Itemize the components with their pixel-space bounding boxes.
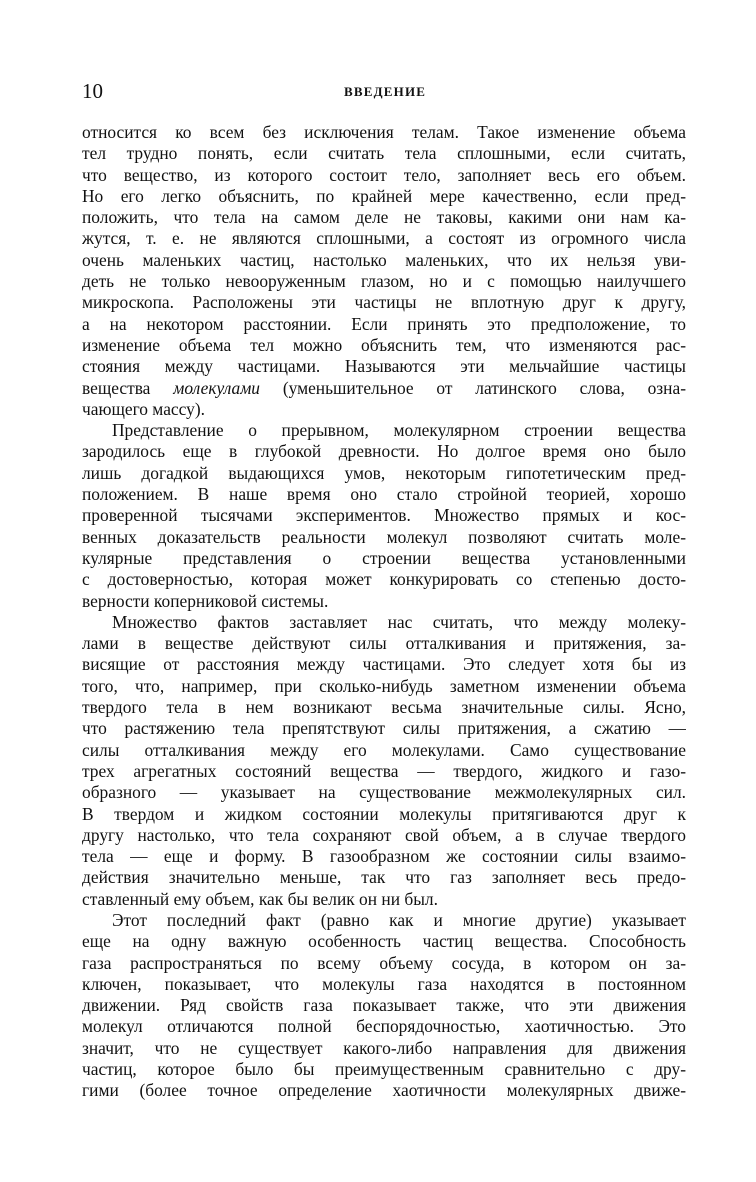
text-line: чающего массу). <box>82 398 205 419</box>
text-line: с достоверностью, которая может конкурировать со степенью досто- <box>82 569 686 590</box>
text-line: относится ко всем без исключения телам. Такое изменение объема <box>82 122 686 142</box>
text-line: молекул отличаются полной беспорядочностью, хаотичностью. Это <box>82 1016 686 1037</box>
text-line: частиц, которое было бы преимущественным сравнительно с дру- <box>82 1059 686 1080</box>
text-line: верности коперниковой системы. <box>82 590 329 611</box>
text-line: трех агрегатных состояний вещества — твердого, жидкого и газо- <box>82 760 686 781</box>
text-line: висящие от расстояния между частицами. Это следует хотя бы из <box>82 654 686 675</box>
text-line: ставленный ему объем, как бы велик он ни был. <box>82 888 438 909</box>
text-line: образного — указывает на существование межмолекулярных сил. <box>82 782 686 803</box>
text-line: тел трудно понять, если считать тела сплошными, если считать, <box>82 143 686 164</box>
text-line: другу настолько, что тела сохраняют свой объем, а в случае твердого <box>82 824 686 845</box>
text-line: что вещество, из которого состоит тело, заполняет весь его объем. <box>82 164 686 185</box>
paragraph-1 <box>82 122 686 420</box>
page-number: 10 <box>82 79 103 103</box>
text-line: Но его легко объяснить, по крайней мере качественно, если пред- <box>82 185 686 206</box>
page-header <box>82 78 686 106</box>
text-line: зародилось еще в глубокой древности. Но долгое время оно было <box>82 441 686 462</box>
text-line: микроскопа. Расположены эти частицы не вплотную друг к другу, <box>82 292 686 313</box>
line-prefix: вещества <box>82 377 174 398</box>
text-line: жутся, т. е. не являются сплошными, а состоят из огромного числа <box>82 228 686 249</box>
text-line: того, что, например, при сколько-нибудь заметном изменении объема <box>82 675 686 696</box>
text-line: что растяжению тела препятствуют силы притяжения, а сжатию — <box>82 718 686 739</box>
italic-term: молекулами <box>173 377 260 398</box>
paragraph-3 <box>82 612 686 910</box>
text-line: гими (более точное определение хаотичности молекулярных движе- <box>82 1080 686 1101</box>
text-line: лишь догадкой выдающихся умов, некоторым гипотетическим пред- <box>82 462 686 483</box>
text-line: значит, что не существует какого-либо направления для движения <box>82 1037 686 1058</box>
text-line: тела — еще и форму. В газообразном же состоянии силы взаимо- <box>82 846 686 867</box>
text-line: Множество фактов заставляет нас считать, что между молеку- <box>112 611 686 632</box>
text-line: венных доказательств реальности молекул позволяют считать моле- <box>82 526 686 547</box>
text-line: положением. В наше время оно стало стройной теорией, хорошо <box>82 484 686 505</box>
text-line: твердого тела в нем возникают весьма значительные силы. Ясно, <box>82 697 686 718</box>
text-line: деть не только невооруженным глазом, но и с помощью наилучшего <box>82 271 686 292</box>
text-line: положить, что тела на самом деле не таковы, какими они нам ка- <box>82 207 686 228</box>
running-head: ВВЕДЕНИЕ <box>344 84 427 99</box>
text-line: силы отталкивания между его молекулами. Само существование <box>82 739 686 760</box>
text-line: очень маленьких частиц, настолько маленьких, что их нельзя уви- <box>82 249 686 270</box>
text-line: а на некотором расстоянии. Если принять это предположение, то <box>82 313 686 334</box>
paragraph-2 <box>82 420 686 612</box>
text-line: газа распространяться по всему объему сосуда, в котором он за- <box>82 952 686 973</box>
text-line: В твердом и жидком состоянии молекулы притягиваются друг к <box>82 803 686 824</box>
text-line: лами в веществе действуют силы отталкивания и притяжения, за- <box>82 633 686 654</box>
text-line: действия значительно меньше, так что газ заполняет весь предо- <box>82 867 686 888</box>
text-line: Представление о прерывном, молекулярном строении вещества <box>112 420 686 441</box>
text-line: кулярные представления о строении вещества установленными <box>82 547 686 568</box>
paragraph-4 <box>82 910 686 1102</box>
text-line: движении. Ряд свойств газа показывает также, что эти движения <box>82 995 686 1016</box>
text-line: Этот последний факт (равно как и многие другие) указывает <box>112 909 686 930</box>
text-line: изменение объема тел можно объяснить тем, что изменяются рас- <box>82 334 686 355</box>
body-text <box>82 122 686 1102</box>
text-line: проверенной тысячами экспериментов. Множество прямых и кос- <box>82 505 686 526</box>
text-line: еще на одну важную особенность частиц вещества. Способность <box>82 931 686 952</box>
text-line-with-term <box>82 378 686 399</box>
line-suffix: (уменьшительное от латинского слова, озна- <box>260 377 686 398</box>
text-line: стояния между частицами. Называются эти мельчайшие частицы <box>82 356 686 377</box>
text-line: ключен, показывает, что молекулы газа находятся в постоянном <box>82 973 686 994</box>
